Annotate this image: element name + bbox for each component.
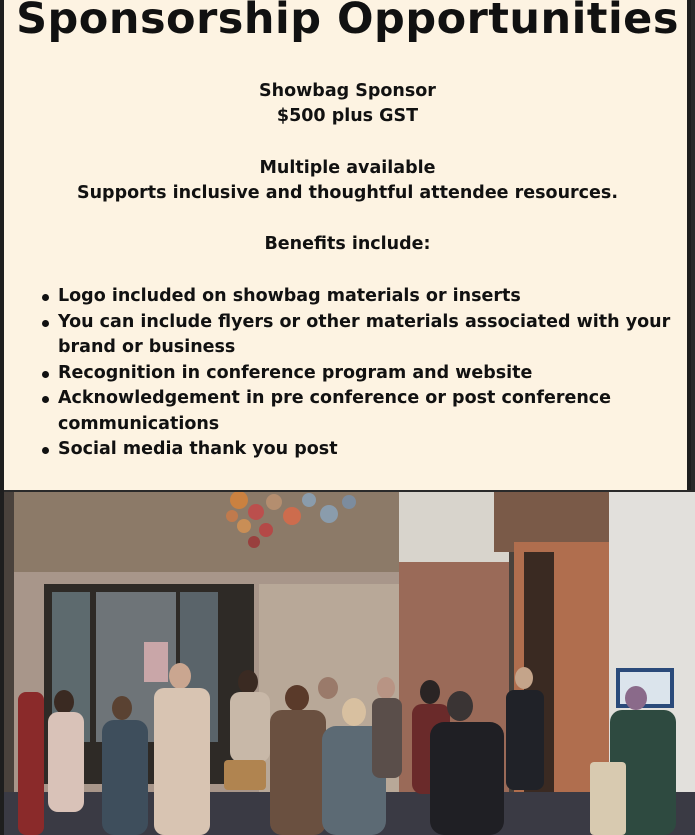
- sponsor-info: [4, 79, 691, 129]
- availability-count: Multiple available: [259, 158, 436, 178]
- benefit-item: Social media thank you post: [40, 437, 685, 463]
- benefits-list: [40, 284, 685, 463]
- benefit-item: Acknowledgement in pre conference or post conference communications: [40, 386, 685, 437]
- benefits-heading: Benefits include:: [264, 234, 431, 254]
- sponsorship-panel: [4, 0, 691, 490]
- benefit-item: Logo included on showbag materials or inserts: [40, 284, 685, 310]
- availability-info: [4, 156, 691, 206]
- page-title: Sponsorship Opportunities: [16, 0, 679, 44]
- event-photo: [4, 492, 695, 835]
- sponsor-price: $500 plus GST: [276, 106, 419, 126]
- benefit-item: You can include flyers or other materials associated with your brand or business: [40, 310, 685, 361]
- sponsor-name: Showbag Sponsor: [259, 81, 436, 101]
- benefit-item: Recognition in conference program and website: [40, 361, 685, 387]
- availability-description: Supports inclusive and thoughtful attendee resources.: [77, 183, 618, 203]
